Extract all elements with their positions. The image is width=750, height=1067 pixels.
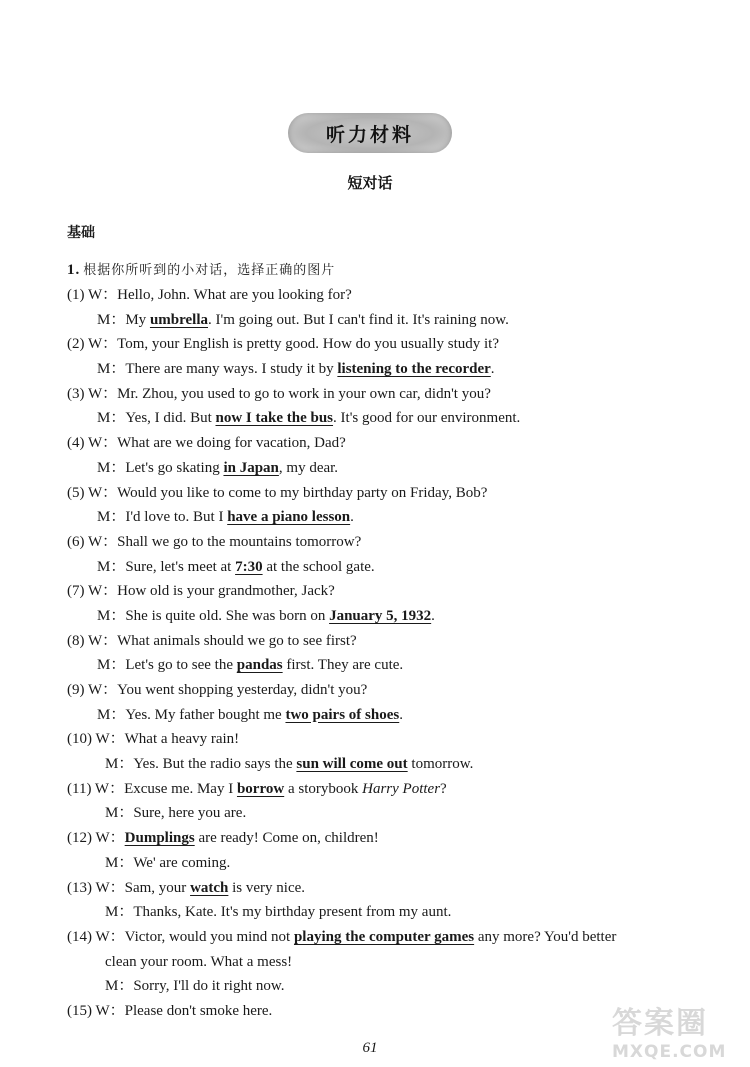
dialogue-line: M：Yes. But the radio says the sun will come out tomorrow.: [105, 756, 474, 773]
dialogue-line: M：Sure, let's meet at 7:30 at the school gate.: [97, 558, 375, 575]
dialogue-line: M：We' are coming.: [105, 854, 231, 871]
dialogue-line: (15) W：Please don't smoke here.: [67, 1002, 273, 1019]
dialogue-line: (5) W：Would you like to come to my birthday party on Friday, Bob?: [67, 484, 488, 501]
answer-text: January 5, 1932: [329, 607, 432, 624]
answer-text: in Japan: [223, 459, 279, 476]
dialogue-line: (2) W：Tom, your English is pretty good. How do you usually study it?: [67, 336, 499, 353]
dialogue-line: M：There are many ways. I study it by listening to the recorder.: [97, 361, 495, 378]
dialogue-line: M：Yes. My father bought me two pairs of shoes.: [97, 706, 403, 723]
dialogue-line: (1) W：Hello, John. What are you looking for?: [67, 287, 352, 303]
dialogue-line: M：Thanks, Kate. It's my birthday present from my aunt.: [105, 904, 452, 921]
dialogue-line: M：Sorry, I'll do it right now.: [105, 978, 285, 995]
answer-text: playing the computer games: [293, 928, 475, 945]
answer-text: pandas: [236, 657, 283, 674]
dialogue-line: M：My umbrella. I'm going out. But I can't find it. It's raining now.: [97, 311, 509, 328]
answer-text: watch: [190, 879, 229, 896]
dialogue-line: (3) W：Mr. Zhou, you used to go to work in your own car, didn't you?: [67, 385, 491, 402]
answer-text: sun will come out: [296, 756, 408, 773]
dialogue-line: clean your room. What a mess!: [105, 953, 293, 970]
watermark-bottom: MXQE.COM: [612, 1042, 727, 1062]
subtitle: 短对话: [347, 174, 393, 192]
answer-text: two pairs of shoes: [285, 706, 400, 723]
dialogue-line: (9) W：You went shopping yesterday, didn't you?: [67, 682, 368, 698]
section-heading: 基础: [67, 225, 95, 241]
dialogue-line: M：Sure, here you are.: [105, 805, 247, 822]
answer-text: umbrella: [149, 311, 208, 328]
dialogue-line: (8) W：What animals should we go to see first?: [67, 632, 357, 649]
watermark-top: 答案圈: [612, 1006, 708, 1041]
dialogue-line: M：Let's go skating in Japan, my dear.: [97, 459, 339, 476]
title-banner: [288, 113, 452, 153]
instruction: [67, 259, 335, 279]
answer-text: listening to the recorder: [337, 361, 491, 378]
dialogue-line: M：Let's go to see the pandas first. They are cute.: [97, 657, 404, 674]
instruction-text: 根据你所听到的小对话，选择正确的图片: [83, 263, 336, 278]
dialogue-line: (13) W：Sam, your watch is very nice.: [67, 879, 306, 896]
page-number: 61: [362, 1040, 378, 1056]
page-title: 听力材料: [325, 123, 414, 146]
dialogue-line: (12) W：Dumplings are ready! Come on, children!: [67, 830, 379, 847]
dialogue-line: (4) W：What are we doing for vacation, Dad?: [67, 435, 346, 452]
answer-text: 7:30: [235, 558, 263, 575]
answer-text: now I take the bus: [215, 410, 334, 427]
watermark-logo: [612, 998, 740, 1060]
dialogue-line: (11) W：Excuse me. May I borrow a storybook Harry Potter?: [67, 780, 447, 797]
answer-text: borrow: [236, 780, 285, 797]
dialogue-line: (10) W：What a heavy rain!: [67, 731, 240, 748]
dialogue-line: M：I'd love to. But I have a piano lesson.: [97, 509, 354, 526]
book-title: Harry Potter: [362, 780, 441, 797]
dialogue-line: (6) W：Shall we go to the mountains tomorrow?: [67, 533, 362, 550]
instruction-number: 1.: [67, 262, 81, 278]
dialogue-line: (14) W：Victor, would you mind not playing the computer games any more? You'd better: [67, 928, 617, 945]
answer-text: Dumplings: [124, 830, 195, 847]
dialogue-list: [67, 283, 707, 1024]
dialogue-line: M：She is quite old. She was born on January 5, 1932.: [97, 607, 435, 624]
answer-text: have a piano lesson: [227, 509, 351, 526]
dialogue-line: M：Yes, I did. But now I take the bus. It's good for our environment.: [97, 410, 521, 427]
dialogue-line: (7) W：How old is your grandmother, Jack?: [67, 583, 335, 600]
